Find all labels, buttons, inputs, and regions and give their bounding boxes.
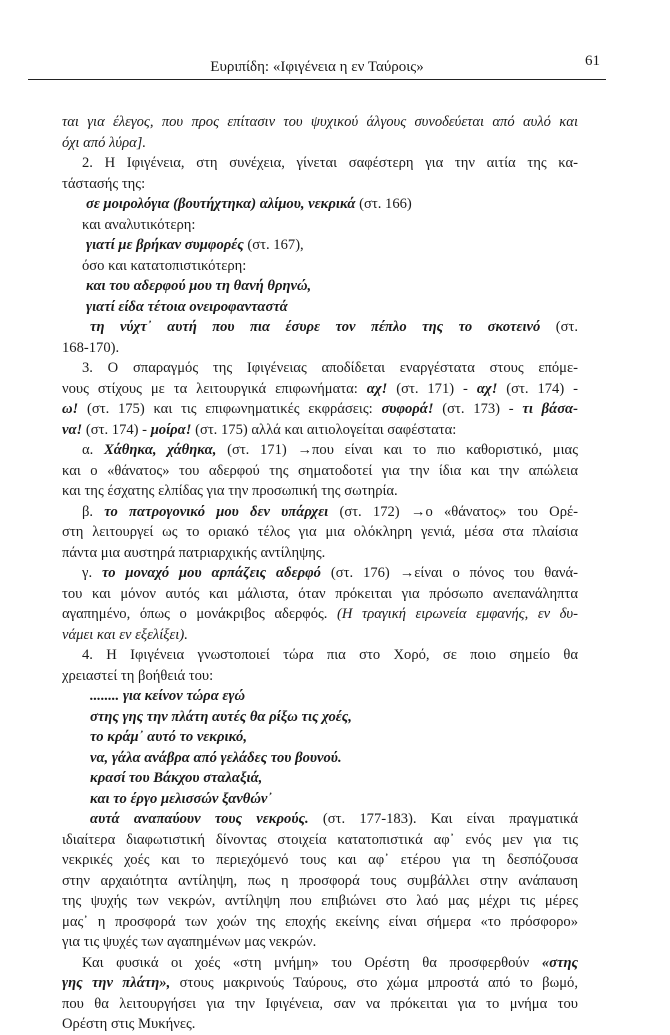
text-span: αγαπημένο, όπως ο μονάκριβος αδερφός. — [62, 606, 338, 622]
quote-text: το μοναχό μου αρπάζεις αδερφό — [102, 565, 321, 581]
text-line — [62, 973, 578, 994]
text-span: Και φυσικά οι χοές «στη μνήμη» του Ορέστη θα προσφερθούν — [82, 954, 542, 971]
verse-ref: (στ. 166) — [355, 196, 412, 212]
text-span: (στ. 172) →ο «θάνατος» του Ορέ- — [328, 503, 578, 520]
quote-text: αυτά αναπαύουν τους νεκρούς. — [90, 811, 309, 827]
quote-line: και του αδερφού μου τη θανή θρηνώ, — [86, 278, 312, 294]
text-line: τάστασής της: — [62, 175, 146, 192]
text-span: (στ. 177-183). Και είναι πραγματικά — [308, 811, 578, 827]
paragraph-3-line: 3. Ο σπαραγμός της Ιφιγένειας αποδίδεται εναργέστατα στους επόμε- — [82, 360, 578, 376]
text-line — [62, 420, 578, 441]
text-line: και αναλυτικότερη: — [82, 216, 196, 233]
text-line: χρειαστεί τη βοήθειά του: — [62, 667, 214, 684]
page-body — [62, 112, 578, 1035]
text-line — [62, 399, 578, 420]
paragraph-4-line: 4. Η Ιφιγένεια γνωστοποιεί τώρα πια στο Χορό, σε ποιο σημείο θα — [82, 647, 578, 663]
item-b-line — [62, 502, 578, 523]
text-line: ιδιαίτερα διαφωτιστική δίνοντας στοιχεία κατατοπιστικά αφ᾽ ενός μεν για τις — [62, 831, 578, 848]
text-span: (στ. 176) →είναι ο πόνος του θανά- — [320, 565, 578, 581]
item-a-line — [62, 440, 578, 461]
italic-note-line: νάμει και εν εξελίξει). — [62, 626, 188, 643]
text-span: νους στίχους με τα λειτουργικά επιφωνήματα: — [62, 380, 367, 397]
text-span: (στ. 175) αλλά και αιτιολογείται σαφέστατα: — [191, 421, 457, 438]
verse-ref: (στ. 167), — [243, 237, 304, 253]
interjection: να! — [62, 421, 83, 438]
quote-text: «στης — [541, 954, 578, 971]
quote-text: το πατρογονικό μου δεν υπάρχει — [104, 503, 329, 520]
verse-line: στης γης την πλάτη αυτές θα ρίξω τις χοές, — [90, 708, 352, 725]
verse-line: να, γάλα ανάβρα από γελάδες του βουνού. — [90, 749, 342, 766]
text-line: πάντα μια αυστηρά πατριαρχικής αντίληψης. — [62, 544, 326, 561]
item-label: γ. — [82, 565, 103, 581]
quote-line — [62, 317, 578, 338]
verse-line: κρασί του Βάκχου σταλαξιά, — [90, 770, 263, 786]
paragraph-5-line — [62, 953, 578, 974]
text-span: (στ. 175) και τις επιφωνηματικές εκφράσεις: — [78, 401, 382, 417]
quote-text: γης την πλάτη», — [62, 975, 171, 991]
text-span: (στ. 174) - — [497, 380, 578, 397]
text-line: του και μόνον αυτός και μάλιστα, όταν πρόκειται για πρόσωπο ανεπανάληπτα — [62, 585, 578, 602]
interjection: τι βάσα- — [522, 401, 578, 417]
page-number: 61 — [585, 53, 600, 69]
interjection: ω! — [62, 401, 79, 417]
quote-line: γιατί είδα τέτοια ονειροφανταστά — [86, 298, 288, 315]
text-span: (στ. 171) - — [387, 380, 477, 397]
text-line: ται για έλεγος, που προς επίτασιν του ψυχικού άλγους συνοδεύεται από αυλό και — [62, 114, 578, 130]
text-span: (στ. 173) - — [433, 401, 523, 417]
quote-text: σε μοιρολόγια (βουτήχτηκα) αλίμου, νεκρικά — [86, 196, 356, 212]
text-line — [62, 379, 578, 400]
quote-text: Χάθηκα, χάθηκα, — [103, 442, 217, 458]
interjection: συφορά! — [381, 401, 434, 417]
text-line: 168-170). — [62, 339, 120, 356]
text-line: μας᾽ η προσφορά των χοών της εποχής εκείνης είναι σήμερα «το πρόσφορο» — [62, 913, 578, 930]
verse-line: ........ για κείνον τώρα εγώ — [90, 688, 246, 704]
interjection: αχ! — [476, 380, 498, 397]
text-line: όχι από λύρα]. — [62, 134, 147, 151]
quote-line — [62, 235, 578, 256]
verse-line: το κράμ᾽ αυτό το νεκρικό, — [90, 729, 247, 745]
verse-line — [62, 809, 578, 830]
text-line: στη λειτουργεί ως το οριακό τέλος για μια ολόκληρη γενιά, μέσα στα πλαίσια — [62, 524, 578, 540]
interjection: αχ! — [366, 380, 388, 397]
text-line: και της έσχατης ελπίδας για την προσωπική της σωτηρία. — [62, 483, 398, 499]
item-label: α. — [82, 442, 104, 458]
interjection: μοίρα! — [150, 421, 192, 438]
verse-line: και το έργο μελισσών ξανθών᾽ — [90, 790, 273, 807]
text-line: που θα λειτουργήσει για την Ιφιγένεια, σαν να πρόκειται για το μνήμα του — [62, 995, 578, 1012]
text-line: στην αρχαιότητα αντίληψη, πως η προσφορά τους συμβάλλει στην ανάπαυση — [62, 872, 578, 889]
quote-text: τη νύχτ᾽ αυτή που πια έσυρε τον πέπλο της το σκοτεινό — [90, 319, 541, 335]
text-line: Ορέστη στις Μυκήνες. — [62, 1016, 196, 1032]
text-line: για τις ψυχές των αγαπημένων μας νεκρών. — [62, 934, 317, 950]
italic-note: (Η τραγική ειρωνεία εμφανής, εν δυ- — [337, 606, 578, 622]
text-line: νεκρικές χοές και το περιεχόμενό τους και αφ᾽ ετέρου για τη δεσπόζουσα — [62, 852, 578, 868]
paragraph-2-line: 2. Η Ιφιγένεια, στη συνέχεια, γίνεται σαφέστερη για την αιτία της κα- — [82, 155, 578, 171]
running-title: Ευριπίδη: «Ιφιγένεια η εν Ταύροις» — [210, 59, 424, 75]
item-c-line — [62, 563, 578, 584]
text-line: όσο και κατατοπιστικότερη: — [82, 257, 247, 274]
verse-ref: (στ. — [540, 319, 578, 335]
quote-text: γιατί με βρήκαν συμφορές — [86, 237, 244, 253]
text-span: (στ. 174) - — [82, 421, 151, 438]
text-span: στους μακρινούς Ταύρους, στο χώμα μπροστά από το βωμό, — [170, 975, 578, 991]
item-label: β. — [82, 503, 105, 520]
text-line — [62, 604, 578, 625]
page-header — [28, 53, 606, 80]
text-line: της ψυχής των νεκρών, αντίληψη που επιβιώνει στο λαό μας μέχρι τις μέρες — [62, 893, 578, 909]
text-line: και ο «θάνατος» του αδερφού της σηματοδοτεί για την ίδια και την απώλεια — [62, 462, 578, 479]
text-span: (στ. 171) →που είναι και το πιο καθοριστικό, μιας — [216, 442, 578, 458]
quote-line — [62, 194, 578, 215]
